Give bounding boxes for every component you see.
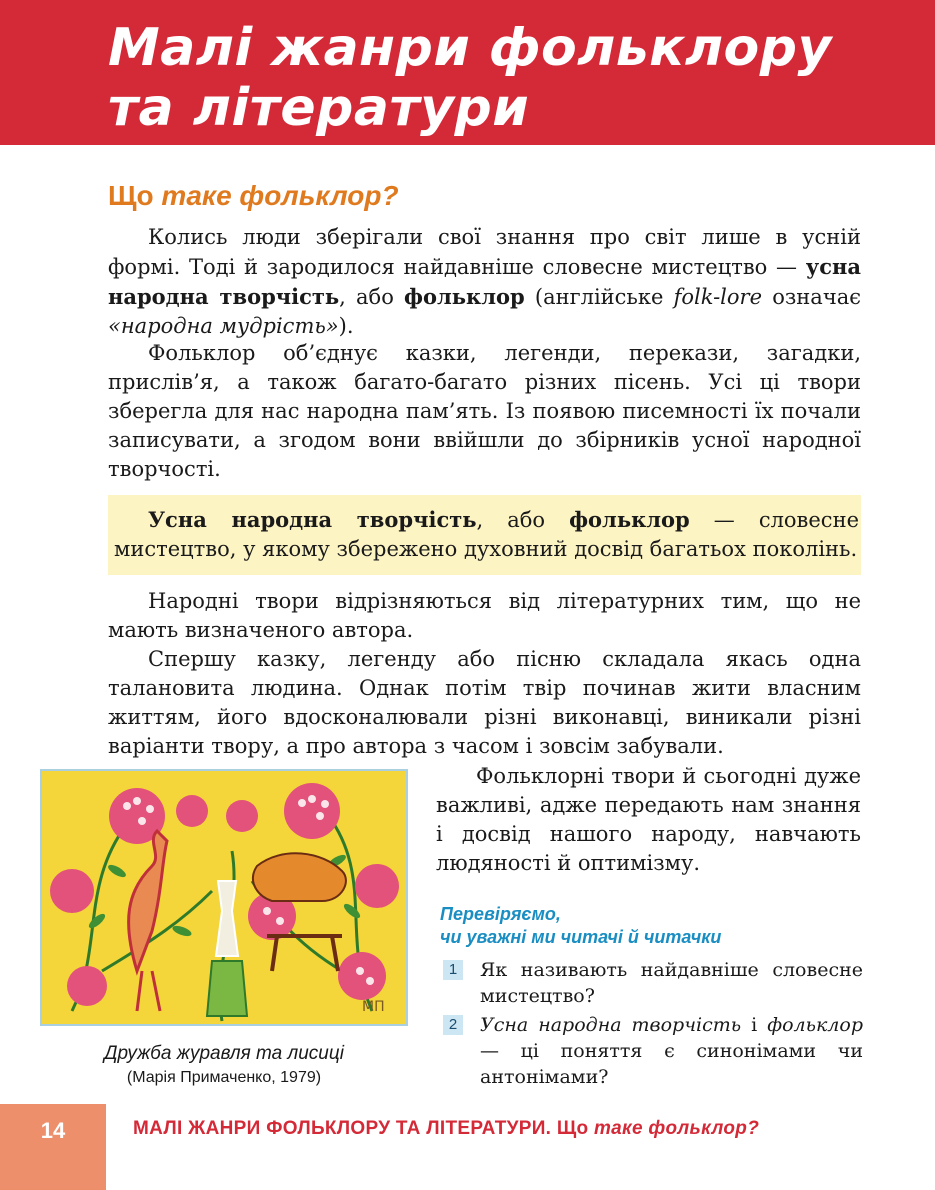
def-text-1: , або	[476, 508, 570, 532]
p1-term-1: усна народна творчість	[108, 254, 861, 309]
image-caption	[40, 1042, 408, 1090]
paragraph-5: Фольклорні твори й сьогодні дуже важливі, адже передають нам знання і досвід нашого народу, навчають людяності й оптимізму.	[436, 764, 861, 875]
chapter-title	[108, 18, 832, 138]
q2-term-1: Усна народна творчість	[480, 1014, 742, 1036]
definition-box	[108, 495, 861, 575]
page-number: 14	[40, 1118, 66, 1143]
footer-text-part1: МАЛІ ЖАНРИ ФОЛЬКЛОРУ ТА ЛІТЕРАТУРИ. Що	[133, 1118, 594, 1139]
check-section-title	[440, 903, 721, 949]
running-footer	[133, 1118, 759, 1140]
painting-signature: МП	[362, 999, 385, 1015]
def-text-2: — словесне мистецтво, у якому збережено духовний досвід багатьох поколінь.	[114, 508, 859, 561]
chapter-title-line2: та літератури	[108, 78, 530, 138]
section-title	[108, 180, 399, 212]
section-title-part1: Що	[108, 180, 162, 211]
p1-text-2: , або	[339, 285, 405, 309]
p1-term-2: фольклор	[404, 284, 525, 309]
def-term-1: Усна народна творчість	[148, 507, 477, 532]
chapter-title-line1: Малі жанри фольклору	[108, 18, 832, 78]
p2-text: Фольклор об’єднує казки, легенди, перекази, загадки, прислів’я, а також багато-багато різних пісень. Усі ці твори зберегла для нас народна пам’ять. Із появою писемності їх почали записувати, а згодом вони ввійшли до збірників усної народної творчості.	[108, 341, 861, 481]
question-number: 2	[443, 1015, 463, 1035]
paragraph-1	[108, 223, 861, 341]
section-title-part2: таке фольклор?	[161, 180, 399, 211]
folk-painting-artwork	[42, 771, 406, 1024]
page-number-box	[0, 1104, 106, 1190]
question-number: 1	[443, 960, 463, 980]
p1-english-term: folk-lore	[673, 285, 763, 309]
question-text: Як називають найдавніше словесне мистецтво?	[480, 959, 863, 1007]
folk-painting	[40, 769, 408, 1026]
question-text	[480, 1012, 863, 1090]
p3-text: Народні твори відрізняються від літературних тим, що не мають визначеного автора.	[108, 589, 861, 642]
paragraph-4	[108, 645, 861, 761]
question-2	[443, 1012, 863, 1090]
chapter-banner	[0, 0, 935, 145]
p4-text: Спершу казку, легенду або пісню складала якась одна талановита людина. Однак потім твір починав жити власним життям, його вдосконалювали різні виконавці, виникали різні варіанти твору, а про автора з часом і зовсім забували.	[108, 647, 861, 758]
definition-text	[108, 505, 859, 564]
check-title-line1: Перевіряємо,	[440, 904, 561, 924]
caption-title: Дружба журавля та лисиці	[104, 1043, 344, 1064]
p1-meaning: «народна мудрість»	[108, 314, 339, 338]
caption-author: (Марія Примаченко, 1979)	[126, 1069, 322, 1086]
q2-text-2: — ці поняття є синонімами чи антонімами?	[480, 1040, 863, 1088]
question-1	[443, 957, 863, 1009]
paragraph-2	[108, 339, 861, 484]
p1-text-5: ).	[338, 314, 354, 338]
q2-term-2: фольклор	[767, 1014, 864, 1036]
check-title-line2: чи уважні ми читачі й читачки	[440, 927, 722, 947]
p1-text-3: (англійське	[524, 285, 674, 309]
def-term-2: фольклор	[569, 507, 690, 532]
footer-text-part2: таке фольклор?	[593, 1118, 760, 1139]
p1-text-4: означає	[762, 285, 861, 309]
q2-text-1: і	[741, 1014, 768, 1036]
p1-text-1: Колись люди зберігали свої знання про світ лише в усній формі. Тоді й зародилося найдавніше словесне мистецтво —	[108, 225, 861, 279]
paragraph-3	[108, 587, 861, 645]
